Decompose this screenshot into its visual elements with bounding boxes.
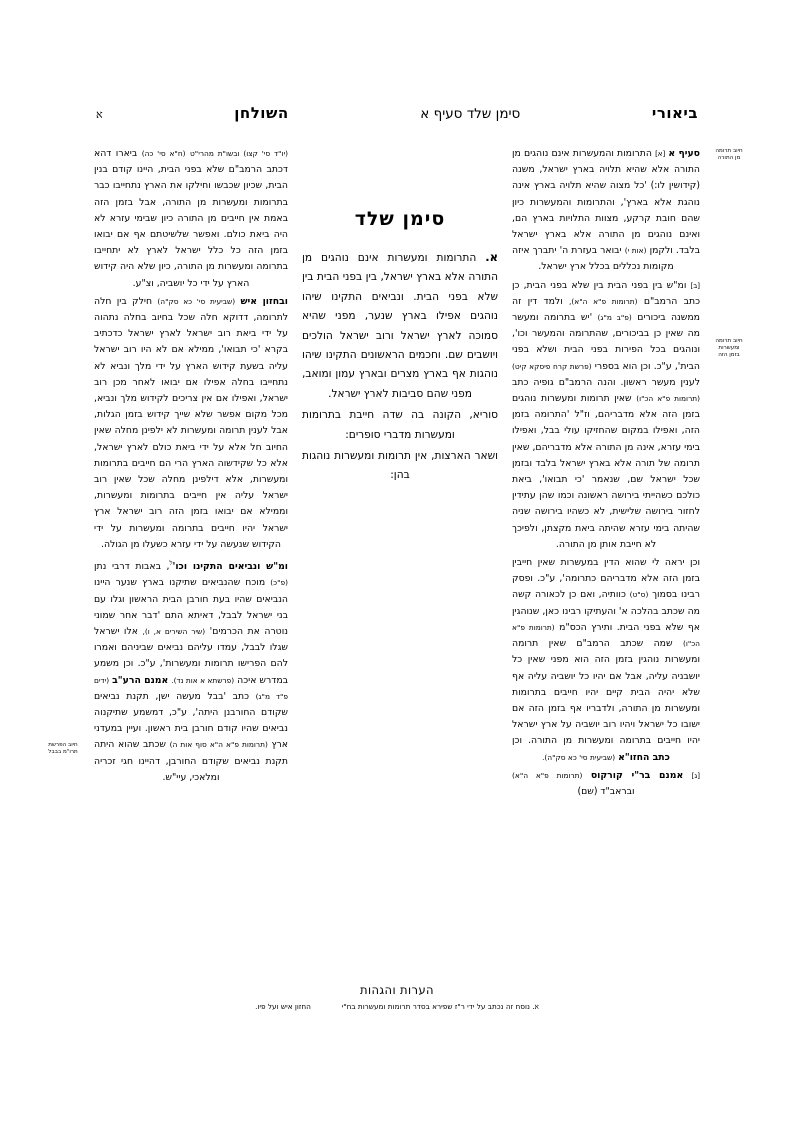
column-right-commentary (512, 146, 700, 966)
left-src-3e: (תרומות פ"א ה"א סוף אות ה) (169, 740, 268, 750)
center-text-1: התרומות ומעשרות אינם נוהגים מן התורה אלא בארץ ישראל, בין בפני הבית בין שלא בפני הבית. ונביאים התקינו שיהו נוהגים אפילו בארץ שנער, מפני שהיא סמוכה לארץ ישראל ורוב ישראל הולכים ויושבים שם. וחכמים הראשונים התקינו שיהו נוהגות אף בארץ מצרים ובארץ עמון ומואב, מפני שהם סביבות לארץ ישראל. (302, 252, 498, 400)
column-center-main-text (302, 146, 498, 966)
right-text-3b: כוותיה, ואם כן לכאורה קשה מה שכתב בהלכה א' והעתיקו רבינו כאן, שנוהגין אף שלא בפני הבית. ותירץ הכס"מ (512, 589, 700, 633)
right-text-3c: שמה שכתב הרמב"ם שאין תרומה ומעשרות נוהגין בזמן הזה הוא מפני שאין כל יושבניה עליה, אבל אם יהיו כל יושביה עליה אף שלא יהיה הבית קיים יהיו חייבים בתרומות ומעשרות מן התורה, ולדבריו אף בזמן הזה אם ישובו כל ישראל ויהיו רוב יושביה על ארץ ישראל יהיו חייבים בתרומה ומעשרות מן התורה. וכן (512, 638, 700, 747)
right-src-2b: (פ"ב מ"ג) (597, 313, 632, 323)
center-seif-letter: א. (485, 250, 498, 264)
left-footnote-marker: ל (169, 559, 173, 568)
right-src-2c: (פרשת קרח פיסקא קיט) (512, 361, 592, 371)
right-src-3: (ס"ט) (629, 590, 649, 600)
running-head-left: השולחן (234, 104, 289, 122)
running-head-center: סימן שלד סעיף א (420, 106, 521, 122)
right-text-2d: לענין מעשר ראשון. והנה הרמב"ם גופיה כתב (512, 376, 700, 388)
margin-gloss-right-2-line-2: ומעשרות (718, 345, 740, 352)
left-text-2: חילק בין חלה לתרומה, דדוקא חלה שכל בחיוב בחלה נתהוה על ידי ביאת רוב ישראל לארץ ישראל כדכתיב בקרא 'כי תבואו', ממילא אם לא היו רוב ישראל עליה בשעת קידוש הארץ על ידי מלך ונביא לא נתחייבו בחלה אפילו אם יבואו לאחר מכן רוב ישראל, ואפילו אם אין צריכים לקידוש מלך ונביא, מכל מקום אפשר שלא שייך קידוש בזמן הגלות, אבל לענין תרומה ומעשרות לא ילפינן מחלה שאין החיוב חל אלא על ידי ביאת כולם לארץ ישראל, אלא כל שקידשוה הארץ הרי הם חייבים בתרומות ומעשרות, אלא דילפינן מחלה שכל שאין רוב ישראל עליה אין חייבים בתרומות ומעשרות, וממילא אם יבואו בזמן הזה רוב ישראל ארץ ישראל יהיו חייבים בתרומה ומעשרות על ידי הקידוש שנעשה על ידי עזרא כשעלו מן הגולה. (94, 295, 288, 550)
left-src-1b: (ח"א סי' כה) (141, 149, 186, 158)
right-text-2c: 'יש בתרומה ומעשר מה שאין כן בביכורים, שהתרומה והמעשר וכו', ונוהגים בכל הפירות בפני הבית ושלא בפני הבית', ע"כ. וכן הוא בספרי (512, 312, 700, 372)
right-para-2 (512, 278, 700, 553)
folio-number: א (96, 108, 103, 121)
left-src-3b: (שיר השירים א, ו), (142, 626, 206, 636)
right-para-3 (512, 555, 700, 766)
footnotes-section (94, 982, 700, 1012)
column-left-commentary (94, 146, 288, 966)
left-text-3d: אמנם הרע"ב (112, 674, 169, 686)
left-text-3-lead: ומ"ש ונביאים התקינו וכו' (172, 561, 288, 573)
left-src-3: (פ"כ) (270, 578, 288, 588)
right-para-4 (512, 768, 700, 800)
running-head (96, 104, 698, 130)
right-text-1: התרומות והמעשרות אינם נוהגים מן התורה אלא שהיא תלויה בארץ ישראל, משנה (קידושין לו:) 'כל מצוה שהיא תלויה בארץ אינה נוהגת אלא בארץ', והתרומות והמעשרות כיון שהם חובת קרקע, מצוות התלויות בארץ הם, ואינם נוהגים מן התורה אלא בארץ ישראל בלבד. ולקמן (512, 148, 700, 257)
left-src-3d: (ידים פ"ד מ"ג) (94, 675, 288, 701)
right-src-4: (שביעית סי' כא סק"ה). (542, 752, 616, 762)
right-text-2: ומ"ש בין בפני הבית בין שלא בפני הבית, כן כתב הרמב"ם (512, 279, 700, 307)
margin-gloss-right-2 (706, 338, 752, 360)
left-para-3 (94, 555, 288, 786)
left-text-1: ביארו דהא דכתב הרמב"ם שלא בפני הבית, היינו קודם בנין הבית, שכיון שכבשו וחילקו את הארץ נתחייבו כבר בתרומות ומעשרות מן התורה, אבל בזמן הזה באמת אין חייבים מן התורה כיון שבימי עזרא לא היה ביאת כולם. ואפשר שלשיטתם אף אם יבואו בזמן הזה כל כלל ישראל לארץ לא יתחייבו בתרומה ומעשרות מן התורה, כיון שלא היה קידוש הארץ על ידי כל יושביה, וצ"ע. (94, 148, 288, 289)
left-src-3c: (פרשתא א אות נד). (171, 675, 235, 685)
center-para-3 (302, 447, 498, 486)
right-text-5b: ובראב"ד (שם) (577, 785, 635, 797)
right-src-5: (תרומות פ"א ה"א) (512, 770, 583, 780)
center-column-body (302, 248, 498, 486)
margin-gloss-left-1 (40, 742, 86, 756)
right-text-1b: יבואר בעזרת ה' יתברך איזה מקומות נכללים בכלל ארץ ישראל. (512, 245, 674, 273)
right-text-3: וכן יראה לי שהוא הדין במעשרות שאין חייבין בזמן הזה אלא מדבריהם כתרומה', ע"כ. ופסק רבינו בסמוך (512, 557, 700, 601)
left-text-3c: אלו ישראל שגלו לבבל, עמדו עליהם נביאים שביניהם ואמרו להם הפרישו תרומות ומעשרות', ע"כ. וכן משמע במדרש איכה (94, 625, 289, 686)
marker-c: [ג] (691, 771, 700, 780)
footnotes-title: הערות והגהות (360, 983, 434, 997)
right-src-3b: (תרומות פ"א הכ"ו) (512, 622, 700, 649)
left-para-1 (94, 146, 288, 292)
right-src-1: (אות י) (624, 246, 647, 256)
seif-label: סעיף א (668, 148, 700, 159)
right-src-2: (תרומות פ"א ה"א), (569, 296, 638, 306)
right-text-2b: ולמד דין זה ממשנה ביכורים (512, 295, 700, 324)
margin-gloss-left-1-line-1: חיוב הפרשת (48, 742, 78, 748)
footnote-text-2: החזון איש ועל פיו. (255, 1002, 311, 1011)
running-head-right: ביאורי (651, 104, 698, 122)
text-columns (94, 146, 700, 966)
marker-a: [א] (655, 150, 666, 158)
margin-gloss-right-1-line-1: חיוב תרומה (715, 148, 743, 154)
right-src-2d: (תרומות פ"א הכ"ו) (636, 394, 700, 404)
margin-gloss-left-1-line-2: תרו"מ בבבל (48, 749, 78, 756)
right-text-4: כתב החזו"א (618, 751, 670, 763)
footnote-mark: א. (532, 1002, 539, 1011)
margin-gloss-right-1 (706, 148, 752, 162)
right-para-1 (512, 146, 700, 276)
left-src-1: (יו"ד סי' קצו) ובשו"ת מהרי"ט (190, 149, 288, 158)
footnote-item (94, 1001, 700, 1012)
siman-title: סימן שלד (354, 208, 446, 230)
right-text-5: אמנם בר"י קורקוס (590, 769, 684, 781)
left-text-3f: שכתב שהוא היתה תקנת נביאים שקודם החורבן, דהיינו חגי זכריה ומלאכי, עיי"ש. (94, 739, 288, 783)
left-column-body (94, 146, 288, 786)
left-para-2 (94, 294, 288, 553)
left-text-3b: מוכח שהנביאים שתיקנו בארץ שנער היינו הנביאים שהיו בעת חורבן הבית הראשון וגלו עם בני ישראל לבבל, דאיתא התם 'דבר אחר שמוני נוטרה את הכרמים' (94, 577, 288, 637)
margin-gloss-right-2-line-1: חיוב תרומה (715, 338, 743, 344)
footnote-text: נוסח זה נכתב על ידי ר"ז שפירא בסדר תרומות ומעשרות בח"י (341, 1002, 530, 1011)
margin-gloss-right-2-line-3: בזמן הזה (718, 352, 740, 359)
right-text-2e: שאין תרומות ומעשרות נוהגים בזמן הזה אלא מדבריהם, וז"ל 'התרומה בזמן הזה, ואפילו במקום שהחזיקו עולי בבל, ואפילו בימי עזרא, אינה מן התורה אלא מדבריהם, שאין תרומה של תורה אלא בארץ ישראל בלבד ובזמן שכל ישראל שם, שנאמר 'כי תבואו', ביאת כולכם כשהייתי בירושה ראשונה וכמו שהן עתידין לחזור בירושה שלישית, לא כשהיו בירושה שניה שהיתה בימי עזרא שהיתה ביאת מקצתן, ולפיכך לא חייבת אותן מן התורה. (512, 393, 700, 550)
marker-b: [ב] (690, 281, 700, 290)
center-text-2: סוריא, הקונה בה שדה חייבת בתרומות ומעשרות מדברי סופרים: (302, 409, 498, 441)
center-para-1 (302, 248, 498, 404)
margin-gloss-right-1-line-2: מן התורה (717, 155, 741, 162)
right-column-body (512, 146, 700, 800)
left-text-3: , באבות דרבי נתן (94, 561, 170, 573)
left-text-3e: כתב 'בבל מעשה ישן, תקנת נביאים שקודם החורבנן היתה', ע"כ, דמשמע שתיקנוה נביאים שהיו קודם חורבן בית ראשון. ועיין במעדני ארץ (94, 690, 288, 751)
left-src-2: (שביעית סי' כא סק"ה) (157, 296, 236, 306)
center-para-2 (302, 406, 498, 445)
left-text-2-lead: ובחזון איש (240, 295, 288, 307)
center-text-3: ושאר הארצות, אין תרומות ומעשרות נוהגות בהן: (302, 450, 498, 482)
